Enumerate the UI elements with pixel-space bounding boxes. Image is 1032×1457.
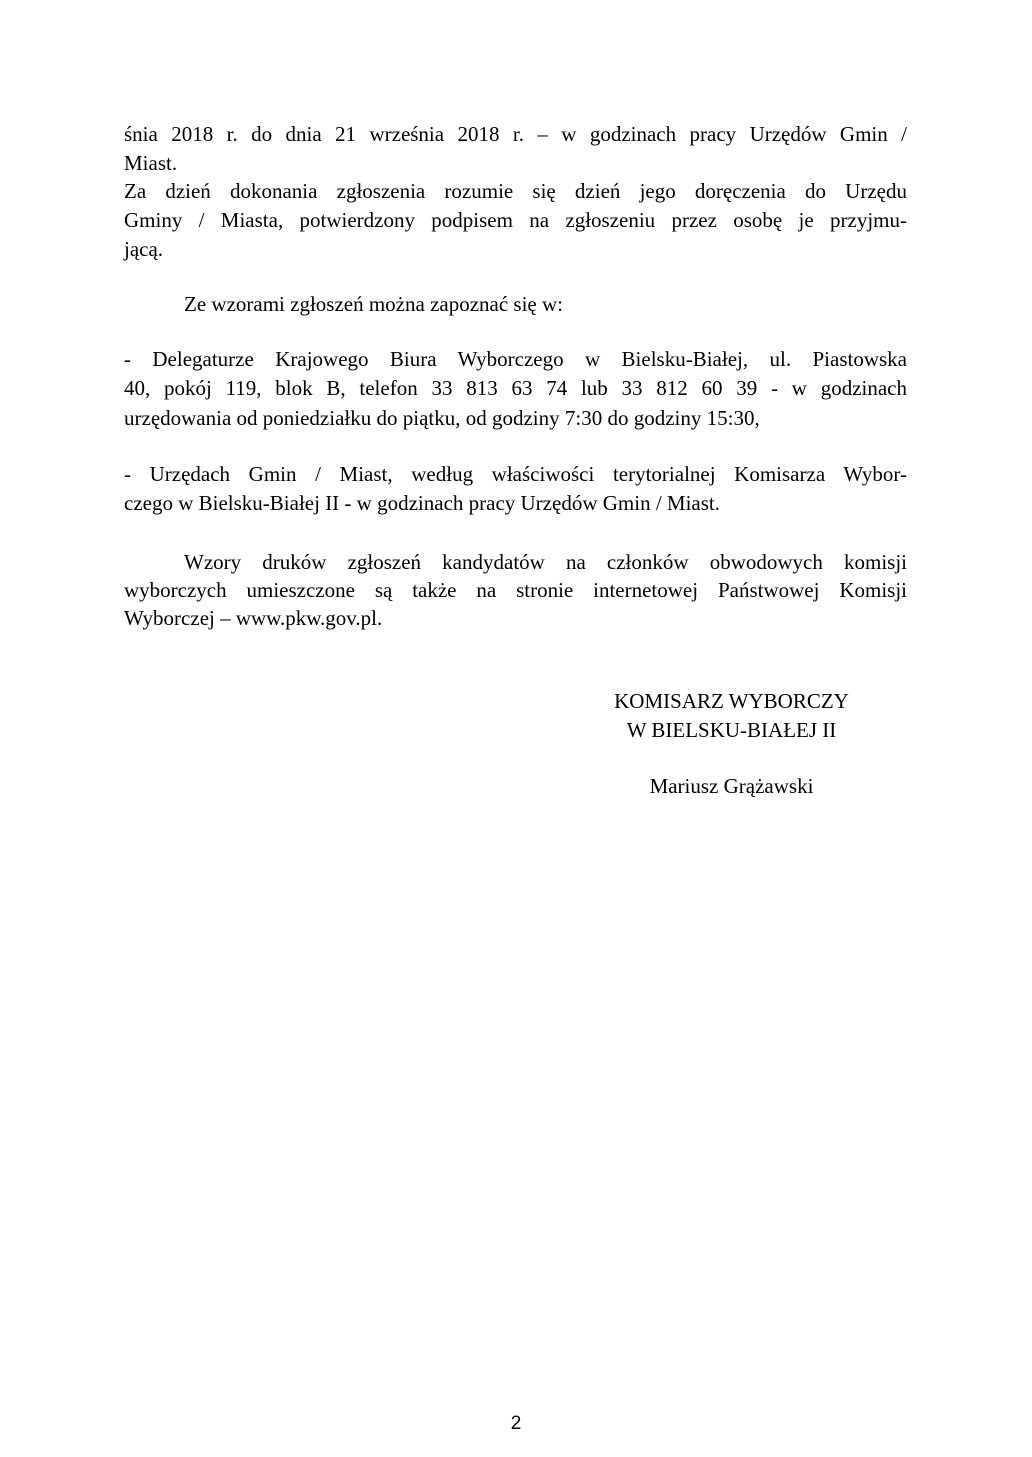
signature-title-line-2: W BIELSKU-BIAŁEJ II <box>626 718 837 742</box>
deadline-line-2: Miast. <box>124 151 178 175</box>
offices-line-1: - Urzędach Gmin / Miast, według właściwości terytorialnej Komisarza Wybor- <box>124 462 907 486</box>
signature-name: Mariusz Grążawski <box>649 774 814 798</box>
delegature-line-3: urzędowania od poniedziałku do piątku, od godziny 7:30 do godziny 15:30, <box>124 406 760 430</box>
submission-line-1: Za dzień dokonania zgłoszenia rozumie się dzień jego doręczenia do Urzędu <box>124 179 907 203</box>
submission-line-3: jącą. <box>124 237 164 261</box>
forms-intro: Ze wzorami zgłoszeń można zapoznać się w: <box>184 292 563 316</box>
page-number: 2 <box>510 1413 522 1434</box>
submission-line-2: Gminy / Miasta, potwierdzony podpisem na zgłoszeniu przez osobę je przyjmu- <box>124 208 907 232</box>
website-line-3: Wyborczej – www.pkw.gov.pl. <box>124 606 383 630</box>
deadline-line-1: śnia 2018 r. do dnia 21 września 2018 r. – w godzinach pracy Urzędów Gmin / <box>124 122 907 146</box>
website-line-2: wyborczych umieszczone są także na stronie internetowej Państwowej Komisji <box>124 578 907 602</box>
offices-line-2: czego w Bielsku-Białej II ‑ w godzinach pracy Urzędów Gmin / Miast. <box>124 491 720 515</box>
delegature-line-2: 40, pokój 119, blok B, telefon 33 813 63 74 lub 33 812 60 39 ‑ w godzinach <box>124 376 907 400</box>
website-line-1: Wzory druków zgłoszeń kandydatów na członków obwodowych komisji <box>184 550 907 574</box>
delegature-line-1: - Delegaturze Krajowego Biura Wyborczego w Bielsku-Białej, ul. Piastowska <box>124 347 907 371</box>
signature-title-line-1: KOMISARZ WYBORCZY <box>614 689 849 713</box>
